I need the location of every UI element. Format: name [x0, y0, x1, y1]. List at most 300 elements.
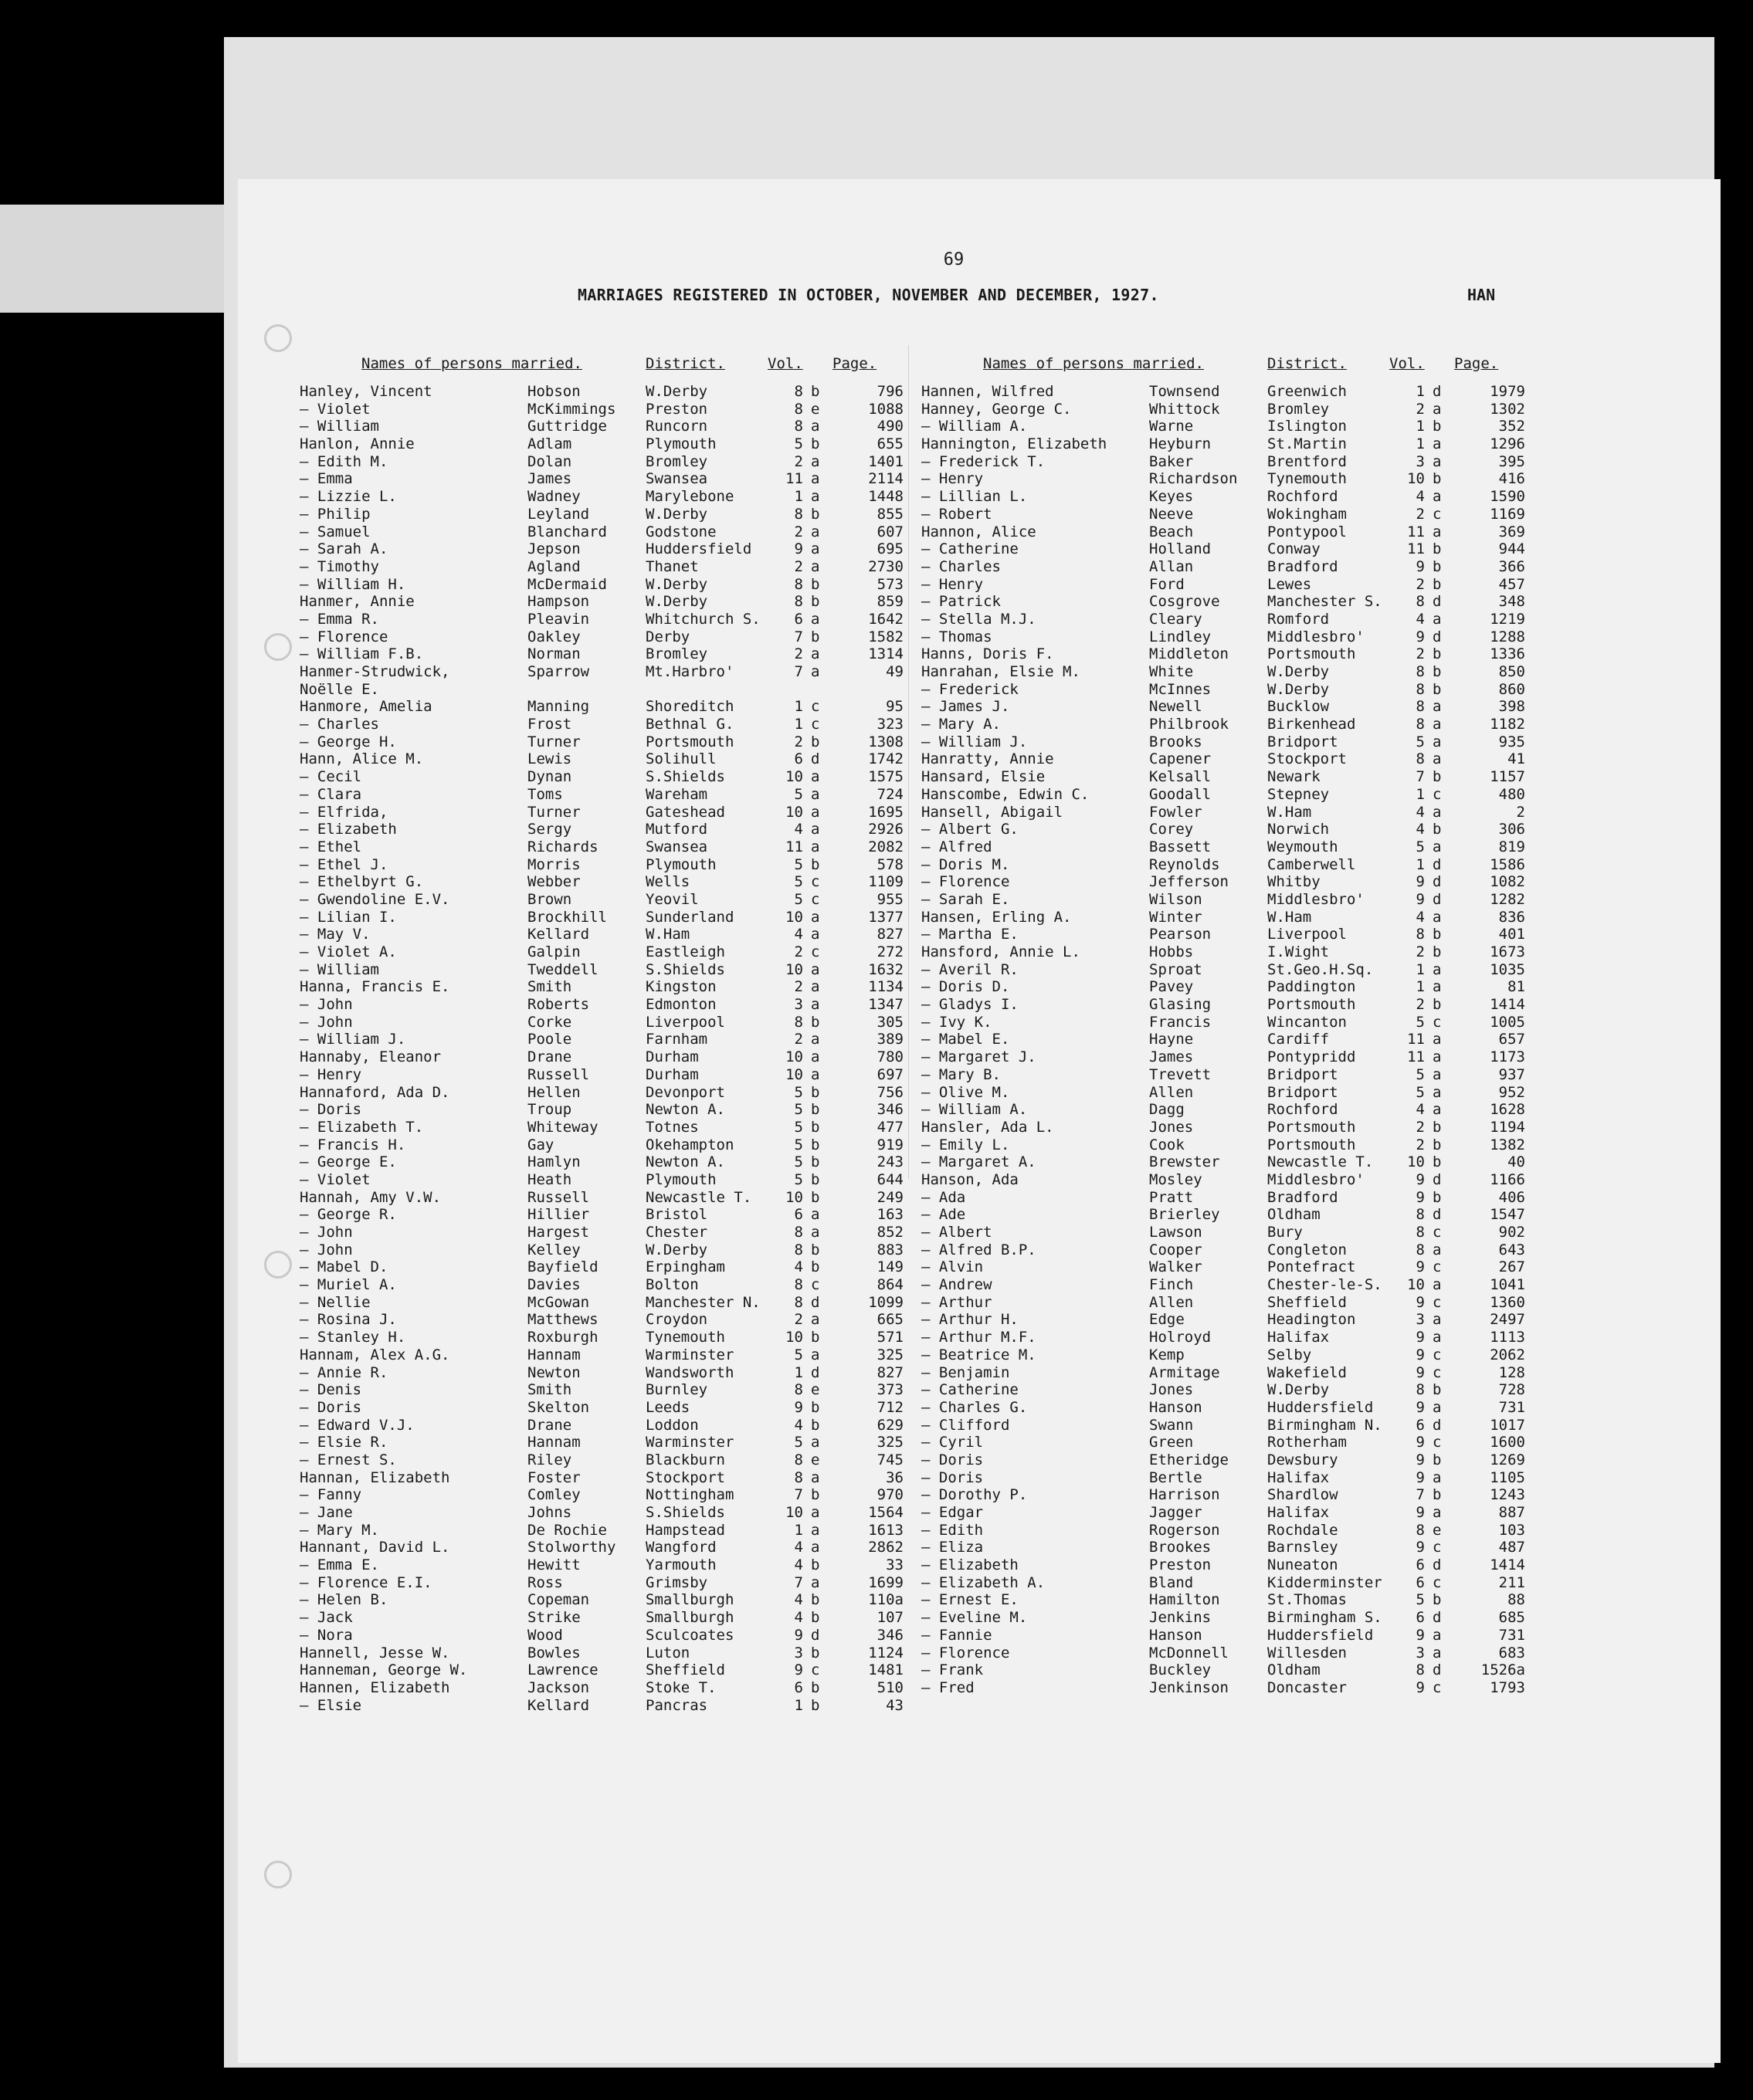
entry-row [921, 1504, 1539, 1522]
spouse-surname: Whiteway [527, 1118, 598, 1136]
entry-row [300, 698, 917, 716]
entry-name: Hannant, David L. [300, 1539, 450, 1556]
entry-name: — Florence E.I. [300, 1573, 432, 1591]
volume: 10 [785, 1065, 803, 1083]
page-ref: 1194 [1490, 1118, 1525, 1136]
entry-row [300, 1294, 917, 1312]
volume: 9 [1416, 1434, 1425, 1451]
volume: 3 [794, 996, 803, 1014]
entry-row [300, 909, 917, 926]
volume: 9 [1416, 1363, 1425, 1381]
district: Luton [646, 1644, 690, 1661]
district: Gateshead [646, 803, 725, 821]
punch-hole [264, 633, 292, 661]
volume-part: c [811, 698, 820, 716]
district: Birmingham N. [1267, 1416, 1382, 1434]
entry-name: Hannell, Jesse W. [300, 1644, 450, 1661]
entry-row [921, 1084, 1539, 1102]
district: Barnsley [1267, 1539, 1338, 1556]
volume-part: c [1433, 1013, 1442, 1031]
spouse-surname: Heyburn [1149, 435, 1212, 453]
spouse-surname: Kellard [527, 1696, 590, 1714]
entry-row [921, 978, 1539, 996]
entry-name: — Arthur H. [921, 1311, 1019, 1329]
volume-part: b [1433, 1381, 1442, 1399]
entry-row [300, 506, 917, 523]
volume: 2 [794, 1311, 803, 1329]
entry-row [300, 453, 917, 471]
district: Devonport [646, 1083, 725, 1101]
page-ref: 2 [1516, 803, 1525, 821]
district: Congleton [1267, 1241, 1347, 1258]
entry-row [921, 1486, 1539, 1504]
district: W.Derby [646, 383, 708, 400]
entry-row [921, 733, 1539, 751]
page-ref: 401 [1498, 926, 1525, 943]
entry-name: — Violet A. [300, 943, 397, 960]
volume-part: a [1433, 1398, 1442, 1416]
page-ref: 780 [876, 1048, 904, 1066]
district: Kidderminster [1267, 1573, 1382, 1591]
entry-row [921, 1224, 1539, 1241]
spouse-surname: Newton [527, 1363, 581, 1381]
entry-row [921, 418, 1539, 435]
district: W.Derby [1267, 1381, 1330, 1399]
volume-part: a [811, 803, 820, 821]
page-ref: 1414 [1490, 1556, 1525, 1574]
volume: 1 [1416, 418, 1425, 435]
volume: 5 [794, 1118, 803, 1136]
entry-name: — Doris M. [921, 855, 1010, 873]
punch-hole [264, 324, 292, 352]
volume: 8 [1416, 698, 1425, 716]
entry-name: — Charles [921, 557, 1001, 575]
volume-part: c [1433, 1293, 1442, 1311]
volume-part: b [811, 733, 820, 750]
page-ref: 373 [876, 1381, 904, 1399]
volume-part: c [811, 1661, 820, 1679]
entry-name: — May V. [300, 926, 371, 943]
volume: 7 [1416, 768, 1425, 786]
page-ref: 40 [1507, 1153, 1525, 1171]
entry-name: — Elizabeth [300, 821, 397, 838]
entry-row [921, 1276, 1539, 1294]
spouse-surname: Brookes [1149, 1539, 1212, 1556]
volume-part: b [811, 1644, 820, 1661]
entry-row [300, 1644, 917, 1662]
volume-part: a [811, 1573, 820, 1591]
district: Oldham [1267, 1206, 1321, 1224]
district: Rotherham [1267, 1434, 1347, 1451]
district: Liverpool [1267, 926, 1347, 943]
volume-part: b [811, 628, 820, 645]
volume: 1 [794, 698, 803, 716]
spouse-surname: Roberts [527, 996, 590, 1014]
volume-part: b [811, 1258, 820, 1276]
district: W.Derby [646, 1241, 708, 1258]
entry-row [921, 1609, 1539, 1627]
volume-part: a [811, 978, 820, 996]
district: Croydon [646, 1311, 708, 1329]
volume: 4 [1416, 610, 1425, 628]
page-ref: 827 [876, 926, 904, 943]
volume-part: a [811, 1031, 820, 1048]
volume: 5 [1416, 838, 1425, 855]
volume-part: a [1433, 1626, 1442, 1644]
entry-row [300, 1364, 917, 1382]
entry-name: — John [300, 1013, 353, 1031]
volume: 7 [794, 628, 803, 645]
volume: 2 [1416, 645, 1425, 663]
volume-part: c [1433, 1573, 1442, 1591]
volume-part: c [1433, 1224, 1442, 1241]
volume: 1 [1416, 435, 1425, 453]
entry-row [921, 1469, 1539, 1487]
entry-row [300, 891, 917, 909]
district: I.Wight [1267, 943, 1330, 960]
district: Durham [646, 1065, 699, 1083]
volume: 9 [1416, 1468, 1425, 1486]
volume-part: a [811, 1311, 820, 1329]
spouse-surname: White [1149, 663, 1194, 680]
volume: 1 [794, 1696, 803, 1714]
entry-name: — William [300, 960, 379, 978]
district: Chester [646, 1224, 708, 1241]
spouse-surname: Russell [527, 1188, 590, 1206]
page-ref: 81 [1507, 978, 1525, 996]
entry-name: — Charles G. [921, 1398, 1028, 1416]
page-ref: 1017 [1490, 1416, 1525, 1434]
entry-name: Hansler, Ada L. [921, 1118, 1054, 1136]
spouse-surname: Edge [1149, 1311, 1185, 1329]
volume: 1 [1416, 383, 1425, 400]
entry-name: — Fred [921, 1678, 975, 1696]
district: Pontypool [1267, 523, 1347, 540]
spouse-surname: Buckley [1149, 1661, 1212, 1679]
volume: 4 [794, 1539, 803, 1556]
entry-row [300, 1399, 917, 1417]
volume-part: d [1433, 1170, 1442, 1188]
entry-name: — Frederick T. [921, 452, 1046, 470]
page-ref: 163 [876, 1206, 904, 1224]
page-ref: 1793 [1490, 1678, 1525, 1696]
page-ref: 323 [876, 716, 904, 733]
page-ref: 1564 [868, 1504, 904, 1521]
volume-part: a [811, 838, 820, 855]
spouse-surname: Brown [527, 890, 572, 908]
volume: 4 [1416, 1101, 1425, 1119]
page-ref: 1134 [868, 978, 904, 996]
district: Rochford [1267, 488, 1338, 506]
volume: 4 [1416, 488, 1425, 506]
volume: 7 [794, 1486, 803, 1504]
spouse-surname: Blanchard [527, 523, 607, 540]
volume: 2 [794, 452, 803, 470]
page-ref: 836 [1498, 908, 1525, 926]
page-ref: 1302 [1490, 400, 1525, 418]
page-ref: 1642 [868, 610, 904, 628]
district: Bromley [1267, 400, 1330, 418]
entry-row [921, 593, 1539, 611]
page-ref: 852 [876, 1224, 904, 1241]
volume: 2 [1416, 575, 1425, 593]
entry-row [300, 1311, 917, 1329]
spouse-surname: Warne [1149, 418, 1194, 435]
page-ref: 346 [876, 1101, 904, 1119]
entry-row [921, 1346, 1539, 1364]
page-ref: 88 [1507, 1591, 1525, 1609]
volume-part: a [1433, 1031, 1442, 1048]
spouse-surname: Allen [1149, 1083, 1194, 1101]
entry-row [300, 838, 917, 856]
entry-row [921, 1311, 1539, 1329]
entry-row [300, 821, 917, 838]
spouse-surname: Gay [527, 1136, 554, 1153]
page-ref: 352 [1498, 418, 1525, 435]
volume-part: a [811, 663, 820, 680]
entry-row [300, 558, 917, 576]
volume: 5 [1416, 733, 1425, 750]
entry-name: — Doris D. [921, 978, 1010, 996]
volume: 11 [1407, 523, 1425, 540]
spouse-surname: Philbrook [1149, 716, 1229, 733]
district: Sheffield [646, 1661, 725, 1679]
spouse-surname: Mosley [1149, 1170, 1202, 1188]
volume: 9 [794, 540, 803, 558]
spouse-surname: Corey [1149, 821, 1194, 838]
spouse-surname: Davies [527, 1276, 581, 1294]
entry-row [300, 418, 917, 435]
entry-name: Hannam, Alex A.G. [300, 1346, 450, 1363]
entry-name: — Elizabeth A. [921, 1573, 1046, 1591]
page-ref: 1288 [1490, 628, 1525, 645]
volume-part: b [811, 575, 820, 593]
spouse-surname: Brierley [1149, 1206, 1220, 1224]
spouse-surname: Russell [527, 1065, 590, 1083]
spouse-surname: Sergy [527, 821, 572, 838]
volume-part: b [811, 505, 820, 523]
page-ref: 2082 [868, 838, 904, 855]
entry-row [300, 978, 917, 996]
spouse-surname: Lawrence [527, 1661, 598, 1679]
page-ref: 819 [1498, 838, 1525, 855]
spouse-surname: Walker [1149, 1258, 1202, 1276]
volume: 2 [1416, 1118, 1425, 1136]
entry-name: Hanmer-Strudwick, [300, 663, 450, 680]
entry-name: — Fannie [921, 1626, 992, 1644]
volume-part: a [811, 645, 820, 663]
district: Halifax [1267, 1329, 1330, 1346]
entry-row [300, 523, 917, 541]
entry-row [300, 1697, 917, 1715]
entry-row [921, 1241, 1539, 1259]
district: Romford [1267, 610, 1330, 628]
district: Chester-le-S. [1267, 1276, 1382, 1294]
spouse-surname: Comley [527, 1486, 581, 1504]
entry-name: — Catherine [921, 540, 1019, 558]
volume: 10 [785, 908, 803, 926]
page-ref: 827 [876, 1363, 904, 1381]
district: Stoke T. [646, 1678, 717, 1696]
district: Erpingham [646, 1258, 725, 1276]
entry-row [300, 1486, 917, 1504]
volume: 8 [1416, 1661, 1425, 1679]
district: Portsmouth [646, 733, 734, 750]
volume: 2 [1416, 1136, 1425, 1153]
district: Bridport [1267, 733, 1338, 750]
spouse-surname: Smith [527, 978, 572, 996]
page-ref: 1695 [868, 803, 904, 821]
volume-part: a [811, 908, 820, 926]
spouse-surname: Winter [1149, 908, 1202, 926]
volume-part: a [1433, 452, 1442, 470]
page-ref: 860 [1498, 680, 1525, 698]
entry-row [300, 1084, 917, 1102]
volume-part: b [811, 1678, 820, 1696]
district: Huddersfield [1267, 1398, 1374, 1416]
page-ref: 935 [1498, 733, 1525, 750]
page-ref: 36 [886, 1468, 904, 1486]
spouse-surname: Kelley [527, 1241, 581, 1258]
entry-name: — Denis [300, 1381, 362, 1399]
entry-name: — Doris [921, 1451, 984, 1468]
spouse-surname: Armitage [1149, 1363, 1220, 1381]
entry-name: — Frederick [921, 680, 1019, 698]
volume-part: a [1433, 1065, 1442, 1083]
entry-name: Hansell, Abigail [921, 803, 1063, 821]
entry-name: — Timothy [300, 557, 379, 575]
spouse-surname: Norman [527, 645, 581, 663]
volume-part: b [811, 383, 820, 400]
spouse-surname: Bayfield [527, 1258, 598, 1276]
page-ref: 1088 [868, 400, 904, 418]
volume-part: b [811, 1696, 820, 1714]
volume-part: b [811, 1556, 820, 1574]
page-ref: 1673 [1490, 943, 1525, 960]
page-ref: 1035 [1490, 960, 1525, 978]
entry-name: — Emily L. [921, 1136, 1010, 1153]
header-vol: Vol. [768, 355, 803, 372]
volume-part: d [1433, 593, 1442, 611]
page-ref: 850 [1498, 663, 1525, 680]
page-ref: 1586 [1490, 855, 1525, 873]
entry-row [300, 1574, 917, 1592]
volume: 8 [1416, 593, 1425, 611]
district: Bromley [646, 452, 708, 470]
volume-part: b [1433, 540, 1442, 558]
entry-name: — Emma [300, 470, 353, 488]
district: Portsmouth [1267, 1118, 1356, 1136]
spouse-surname: Bland [1149, 1573, 1194, 1591]
district: Mutford [646, 821, 708, 838]
entry-row [300, 681, 917, 699]
entry-name: — Edgar [921, 1504, 984, 1521]
entry-name: — Mary B. [921, 1065, 1001, 1083]
page-ref: 1243 [1490, 1486, 1525, 1504]
entry-row [921, 1556, 1539, 1574]
page-ref: 95 [886, 698, 904, 716]
entry-row [300, 1329, 917, 1346]
volume-part: b [811, 1486, 820, 1504]
page-ref: 2926 [868, 821, 904, 838]
spouse-surname: Hayne [1149, 1031, 1194, 1048]
spouse-surname: Smith [527, 1381, 572, 1399]
volume: 10 [1407, 1276, 1425, 1294]
volume: 10 [785, 1329, 803, 1346]
spouse-surname: Finch [1149, 1276, 1194, 1294]
volume: 6 [794, 750, 803, 768]
spouse-surname: Rogerson [1149, 1521, 1220, 1539]
entry-name: — George H. [300, 733, 397, 750]
volume-part: c [1433, 1434, 1442, 1451]
entry-name: — Edward V.J. [300, 1416, 415, 1434]
volume-part: a [811, 996, 820, 1014]
spouse-surname: Swann [1149, 1416, 1194, 1434]
volume-part: a [1433, 1048, 1442, 1066]
volume: 8 [794, 418, 803, 435]
entry-name: — Stanley H. [300, 1329, 406, 1346]
spouse-surname: Glasing [1149, 996, 1212, 1014]
entry-name: — John [300, 996, 353, 1014]
entry-row [921, 1381, 1539, 1399]
district: Nuneaton [1267, 1556, 1338, 1574]
page-ref: 1613 [868, 1521, 904, 1539]
volume-part: a [1433, 1468, 1442, 1486]
entry-row [921, 1522, 1539, 1539]
page-ref: 1336 [1490, 645, 1525, 663]
district: Portsmouth [1267, 1136, 1356, 1153]
entry-row [921, 768, 1539, 786]
volume-part: b [1433, 1451, 1442, 1468]
entry-name: — Arthur M.F. [921, 1329, 1036, 1346]
entry-name: — Doris [300, 1398, 362, 1416]
left-column-header [300, 355, 917, 383]
entry-row [300, 593, 917, 611]
spouse-surname: Reynolds [1149, 855, 1220, 873]
spouse-surname: Jenkinson [1149, 1678, 1229, 1696]
entry-row [921, 804, 1539, 821]
volume-part: a [811, 470, 820, 488]
entry-name: — Robert [921, 505, 992, 523]
district: Portsmouth [1267, 645, 1356, 663]
district: Weymouth [1267, 838, 1338, 855]
volume: 8 [1416, 663, 1425, 680]
entry-name: — Elsie [300, 1696, 362, 1714]
entry-row [921, 926, 1539, 943]
volume-part: b [1433, 663, 1442, 680]
volume: 8 [1416, 1381, 1425, 1399]
volume: 9 [1416, 557, 1425, 575]
spouse-surname: Keyes [1149, 488, 1194, 506]
spouse-surname: McDonnell [1149, 1644, 1229, 1661]
entry-row [921, 1434, 1539, 1451]
page-ref: 1082 [1490, 873, 1525, 891]
volume: 8 [1416, 1224, 1425, 1241]
entry-name: — William A. [921, 418, 1028, 435]
page-ref: 578 [876, 855, 904, 873]
volume: 8 [794, 400, 803, 418]
entry-name: — Edith M. [300, 452, 388, 470]
volume-part: d [1433, 383, 1442, 400]
spouse-surname: McDermaid [527, 575, 607, 593]
entry-name: — Jane [300, 1504, 353, 1521]
spouse-surname: Beach [1149, 523, 1194, 540]
page-ref: 128 [1498, 1363, 1525, 1381]
volume: 10 [785, 1048, 803, 1066]
volume-part: c [1433, 785, 1442, 803]
entry-name: — William H. [300, 575, 406, 593]
spouse-surname: Hanson [1149, 1626, 1202, 1644]
